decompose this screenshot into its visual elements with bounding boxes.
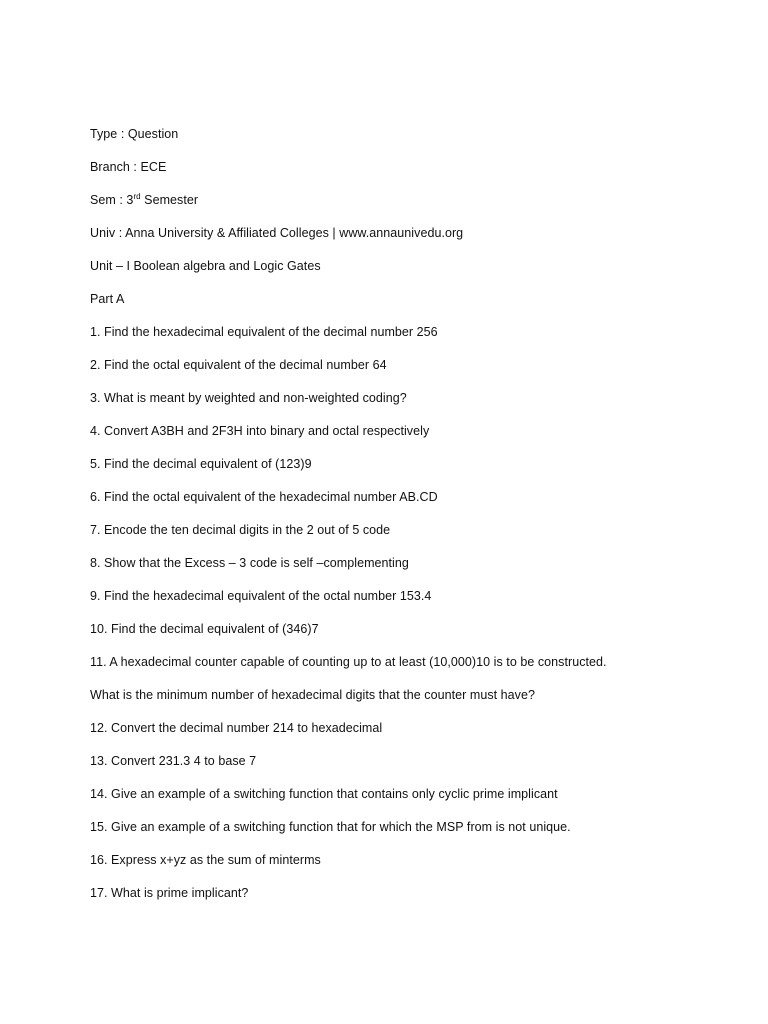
question-line: 10. Find the decimal equivalent of (346)7	[90, 622, 319, 636]
question-line: 15. Give an example of a switching function that for which the MSP from is not unique.	[90, 820, 571, 834]
question-line: 7. Encode the ten decimal digits in the 2 out of 5 code	[90, 523, 391, 537]
question-line: 1. Find the hexadecimal equivalent of the decimal number 256	[90, 325, 438, 339]
unit-heading: Unit – I Boolean algebra and Logic Gates	[90, 259, 321, 273]
part-heading: Part A	[90, 292, 125, 306]
semester-line	[90, 190, 730, 223]
question-line: 4. Convert A3BH and 2F3H into binary and octal respectively	[90, 424, 430, 438]
question-line: 13. Convert 231.3 4 to base 7	[90, 754, 257, 768]
semester-suffix: Semester	[140, 193, 199, 207]
document-content	[90, 124, 730, 916]
type-line: Type : Question	[90, 127, 179, 141]
question-line: 12. Convert the decimal number 214 to hexadecimal	[90, 721, 383, 735]
semester-ordinal-suffix: rd	[133, 192, 141, 201]
question-line: 9. Find the hexadecimal equivalent of the octal number 153.4	[90, 589, 432, 603]
question-line: 2. Find the octal equivalent of the decimal number 64	[90, 358, 387, 372]
branch-line: Branch : ECE	[90, 160, 167, 174]
question-line: 8. Show that the Excess – 3 code is self –complementing	[90, 556, 409, 570]
question-line: 14. Give an example of a switching function that contains only cyclic prime implicant	[90, 787, 558, 801]
university-line: Univ : Anna University & Affiliated Colleges | www.annaunivedu.org	[90, 226, 464, 240]
question-line: 11. A hexadecimal counter capable of counting up to at least (10,000)10 is to be constructed.	[90, 655, 607, 669]
semester-prefix: Sem : 3	[90, 193, 134, 207]
question-line: 16. Express x+yz as the sum of minterms	[90, 853, 321, 867]
question-continuation-line: What is the minimum number of hexadecimal digits that the counter must have?	[90, 688, 535, 702]
question-line: 3. What is meant by weighted and non-weighted coding?	[90, 391, 407, 405]
question-line: 17. What is prime implicant?	[90, 886, 249, 900]
question-line: 6. Find the octal equivalent of the hexadecimal number AB.CD	[90, 490, 438, 504]
question-line: 5. Find the decimal equivalent of (123)9	[90, 457, 312, 471]
